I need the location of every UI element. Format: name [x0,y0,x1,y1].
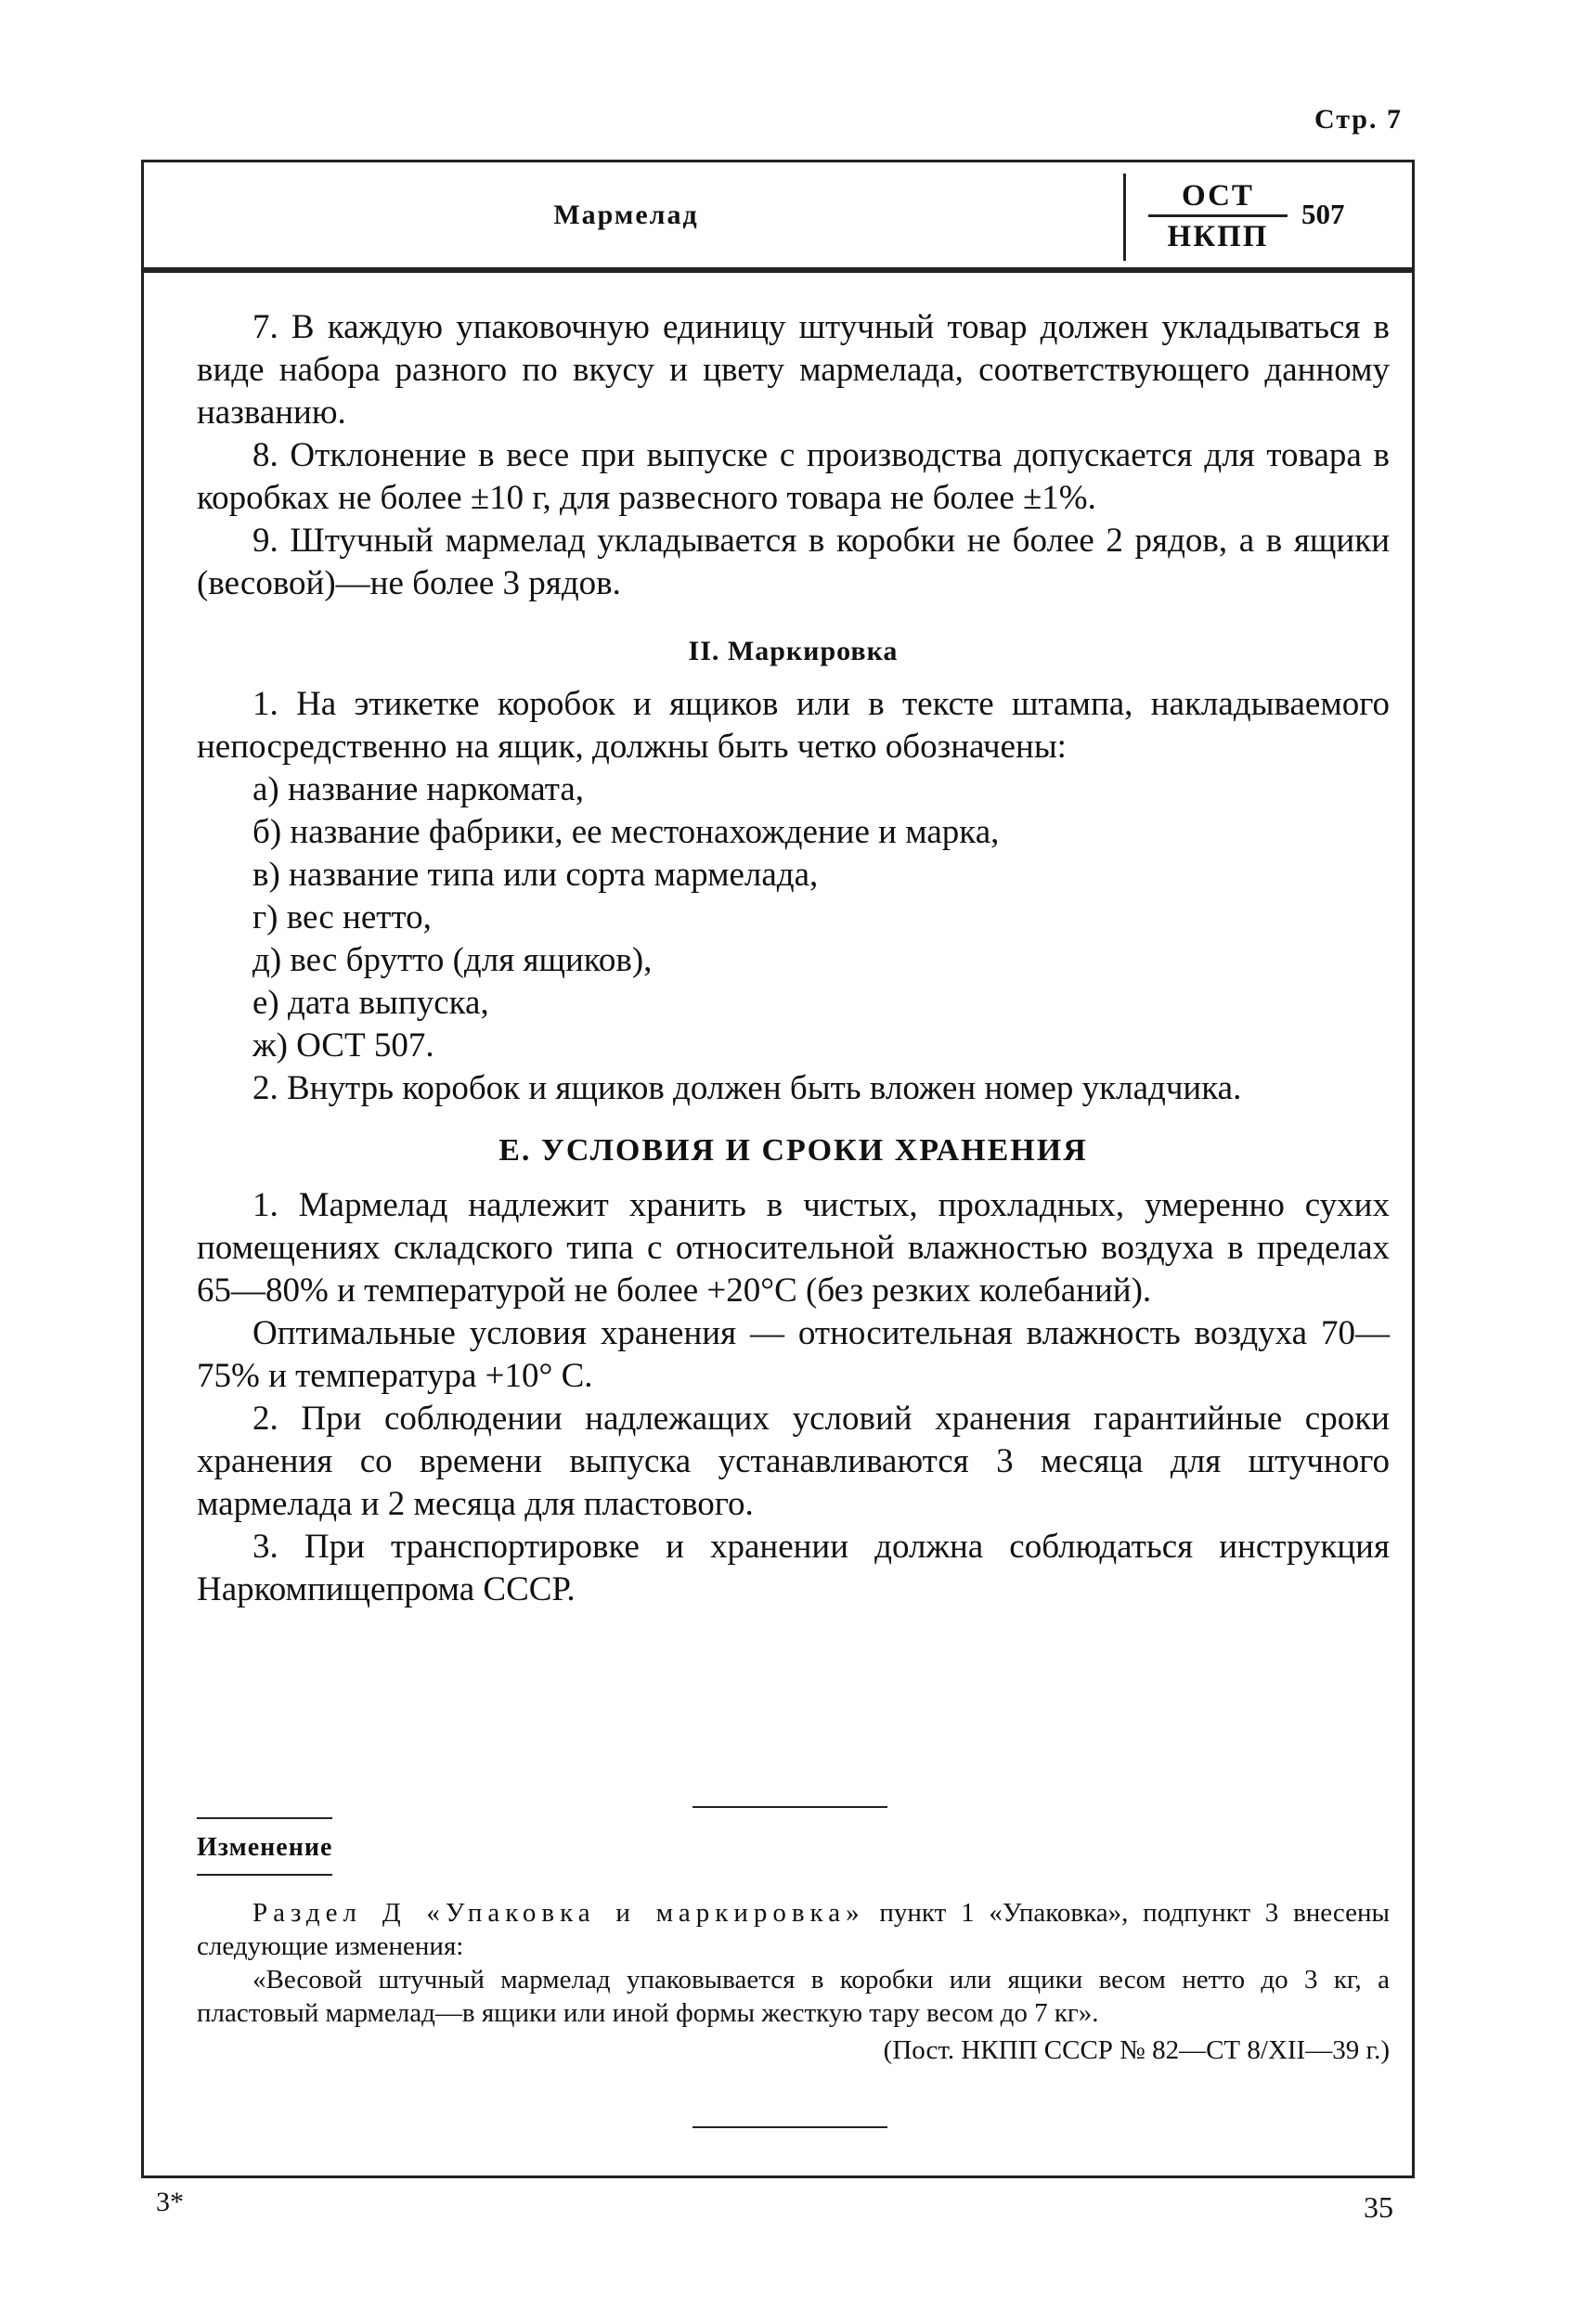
document-body [197,306,1390,1611]
ost-bottom-label: НКПП [1167,220,1269,253]
document-header [141,160,1415,273]
change-section-ref: Раздел Д «Упаковка и маркировка» [252,1898,865,1928]
paragraph-7: 7. В каждую упаковочную единицу штучный товар должен укладываться в виде набора разного по вкусу и цвету мармелада, соответствующего данному названию. [197,308,1390,432]
change-resolution: (Пост. НКПП СССР № 82—СТ 8/XII—39 г.) [883,2035,1390,2065]
storage-paragraph-3: 3. При транспортировке и хранении должна соблюдаться инструкция Наркомпищепрома СССР. [197,1528,1390,1608]
storage-paragraph-optimal: Оптимальные условия хранения — относительная влажность воздуха 70—75% и температура +10° С. [197,1314,1390,1395]
footer-page-number: 35 [1364,2190,1393,2224]
storage-paragraph-1: 1. Мармелад надлежит хранить в чистых, прохладных, умеренно сухих помещениях складского типа с относительной влажностью воздуха в пределах 65—80% и температурой не более +20°С (без резких колебаний). [197,1186,1390,1310]
change-description-rest: пункт 1 «Упаковка», подпункт 3 внесены следующие изменения: [197,1898,1390,1961]
change-title-box [197,1817,332,1876]
footnote-separator [692,2126,887,2128]
change-title: Изменение [197,1833,333,1862]
change-quote: «Весовой штучный мармелад упаковывается в коробки или ящики весом нетто до 3 кг, а пластовый мармелад—в ящики или иной формы жесткую тару весом до 7 кг». [197,1965,1390,2028]
marking-closing: 2. Внутрь коробок и ящиков должен быть вложен номер укладчика. [252,1069,1242,1107]
ost-top-label: ОСТ [1182,179,1254,213]
document-title: Мармелад [553,199,699,230]
section-marking-title: II. Маркировка [688,636,899,666]
section-storage-title: Е. УСЛОВИЯ И СРОКИ ХРАНЕНИЯ [498,1133,1088,1168]
paragraph-9: 9. Штучный мармелад укладывается в коробки не более 2 рядов, а в ящики (весовой)—не более 3 рядов. [197,522,1390,602]
change-description [197,1896,1390,1963]
section-separator [692,1806,887,1808]
ost-number: 507 [1301,198,1345,230]
footer-signature: 3* [156,2187,184,2217]
marking-item-g: г) вес нетто, [252,898,432,936]
marking-item-d: д) вес брутто (для ящиков), [252,941,653,979]
page-label-top: Стр. 7 [1314,104,1403,135]
marking-item-a: а) название наркомата, [252,770,585,808]
marking-item-v: в) название типа или сорта мармелада, [252,856,819,894]
footer-rule [141,2176,1415,2178]
marking-item-b: б) название фабрики, ее местонахождение и марка, [252,813,1000,851]
marking-item-e: е) дата выпуска, [252,984,489,1022]
ost-designation [1144,177,1292,261]
header-divider [1123,174,1126,261]
change-note [197,1817,1390,2067]
marking-item-zh: ж) ОСТ 507. [252,1026,434,1065]
storage-paragraph-2: 2. При соблюдении надлежащих условий хранения гарантийные сроки хранения со времени выпуска устанавливаются 3 месяца для штучного мармелада и 2 месяца для пластового. [197,1400,1390,1523]
paragraph-8: 8. Отклонение в весе при выпуске с производства допускается для товара в коробках не более ±10 г, для развесного товара не более ±1%. [197,436,1390,517]
marking-intro: 1. На этикетке коробок и ящиков или в тексте штампа, накладываемого непосредственно на ящик, должны быть четко обозначены: [197,685,1390,766]
